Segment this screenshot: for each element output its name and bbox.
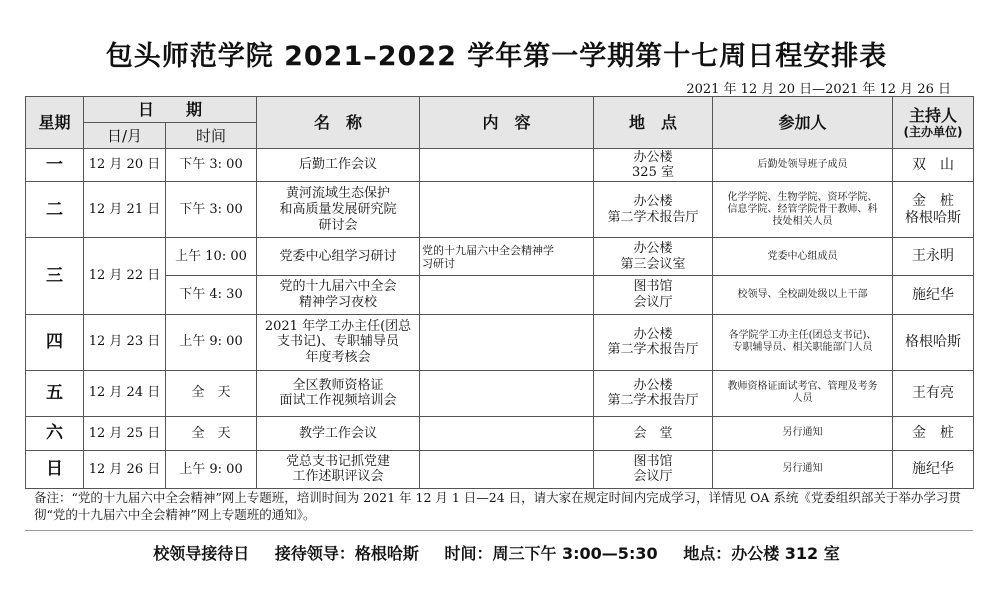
reception-label: 校领导接待日 [153, 544, 250, 563]
cell-participants: 另行通知 [713, 416, 893, 450]
cell-name: 党总支书记抓党建 工作述职评议会 [257, 450, 420, 488]
header-weekday: 星期 [26, 97, 84, 149]
cell-participants: 教师资格证面试考官、管理及考务 人员 [713, 370, 893, 416]
schedule-row [26, 314, 974, 370]
cell-date: 12 月 24 日 [84, 370, 166, 416]
cell-time: 上午 10: 00 [166, 238, 257, 276]
cell-weekday: 四 [26, 314, 84, 370]
header-name: 名 称 [257, 97, 420, 149]
cell-weekday: 六 [26, 416, 84, 450]
header-content: 内 容 [420, 97, 594, 149]
reception-place: 地点：办公楼 312 室 [683, 544, 840, 563]
cell-name: 后勤工作会议 [257, 149, 420, 182]
cell-location: 办公楼 第二学术报告厅 [594, 182, 713, 238]
cell-location: 办公楼 第三会议室 [594, 238, 713, 276]
schedule-row [26, 450, 974, 488]
cell-location: 图书馆 会议厅 [594, 276, 713, 314]
cell-date: 12 月 22 日 [84, 238, 166, 314]
cell-time: 下午 4: 30 [166, 276, 257, 314]
cell-date: 12 月 23 日 [84, 314, 166, 370]
cell-participants: 后勤处领导班子成员 [713, 149, 893, 182]
header-date-group: 日 期 [84, 97, 257, 123]
cell-name: 党的十九届六中全会 精神学习夜校 [257, 276, 420, 314]
cell-location: 办公楼 第二学术报告厅 [594, 370, 713, 416]
header-participants: 参加人 [713, 97, 893, 149]
cell-host: 格根哈斯 [893, 314, 974, 370]
header-time: 时间 [166, 123, 257, 149]
cell-name: 全区教师资格证 面试工作视频培训会 [257, 370, 420, 416]
cell-date: 12 月 20 日 [84, 149, 166, 182]
cell-participants: 各学院学工办主任(团总支书记)、 专职辅导员、相关职能部门人员 [713, 314, 893, 370]
schedule-row [26, 416, 974, 450]
cell-content [420, 370, 594, 416]
schedule-row [26, 276, 974, 314]
header-location: 地 点 [594, 97, 713, 149]
cell-weekday: 二 [26, 182, 84, 238]
cell-date: 12 月 26 日 [84, 450, 166, 488]
cell-weekday: 五 [26, 370, 84, 416]
schedule-row [26, 182, 974, 238]
cell-participants: 化学学院、生物学院、资环学院、 信息学院、经管学院骨干教师、科 技处相关人员 [713, 182, 893, 238]
cell-time: 全 天 [166, 370, 257, 416]
week-date-range: 2021 年 12 月 20 日—2021 年 12 月 26 日 [686, 82, 951, 97]
cell-content [420, 182, 594, 238]
cell-content [420, 416, 594, 450]
note-divider [25, 530, 973, 531]
header-month-day: 日/月 [84, 123, 166, 149]
cell-name: 2021 年学工办主任(团总 支书记)、专职辅导员 年度考核会 [257, 314, 420, 370]
cell-weekday: 一 [26, 149, 84, 182]
reception-leader: 接待领导：格根哈斯 [274, 544, 419, 563]
schedule-row [26, 370, 974, 416]
page-title: 包头师范学院 2021–2022 学年第一学期第十七周日程安排表 [105, 41, 888, 72]
cell-location: 办公楼 325 室 [594, 149, 713, 182]
cell-location: 图书馆 会议厅 [594, 450, 713, 488]
cell-time: 上午 9: 00 [166, 314, 257, 370]
cell-location: 会 堂 [594, 416, 713, 450]
cell-time: 全 天 [166, 416, 257, 450]
cell-host: 王有亮 [893, 370, 974, 416]
cell-content [420, 314, 594, 370]
cell-date: 12 月 21 日 [84, 182, 166, 238]
reception-line [0, 541, 993, 564]
cell-time: 下午 3: 00 [166, 182, 257, 238]
cell-participants: 校领导、全校副处级以上干部 [713, 276, 893, 314]
cell-host: 施纪华 [893, 276, 974, 314]
schedule-row [26, 238, 974, 276]
cell-host: 施纪华 [893, 450, 974, 488]
cell-host: 王永明 [893, 238, 974, 276]
cell-location: 办公楼 第二学术报告厅 [594, 314, 713, 370]
schedule-row [26, 149, 974, 182]
header-host [893, 97, 974, 149]
cell-date: 12 月 25 日 [84, 416, 166, 450]
cell-name: 黄河流域生态保护 和高质量发展研究院 研讨会 [257, 182, 420, 238]
cell-time: 上午 9: 00 [166, 450, 257, 488]
cell-participants: 另行通知 [713, 450, 893, 488]
cell-host: 金 桩 [893, 416, 974, 450]
cell-content [420, 450, 594, 488]
cell-host: 金 桩 格根哈斯 [893, 182, 974, 238]
cell-weekday: 三 [26, 238, 84, 314]
cell-name: 党委中心组学习研讨 [257, 238, 420, 276]
cell-content [420, 276, 594, 314]
note-text: 备注：“党的十九届六中全会精神”网上专题班，培训时间为 2021 年 12 月 1 日—24 日，请大家在规定时间内完成学习，详情见 OA 系统《党委组织部关于举办学习贯彻“党的十九届六中全会精神”网上专题班的通知》。 [34, 490, 961, 522]
schedule-table [25, 96, 974, 489]
cell-host: 双 山 [893, 149, 974, 182]
header-host-label: 主持人 [909, 105, 958, 125]
cell-name: 教学工作会议 [257, 416, 420, 450]
cell-participants: 党委中心组成员 [713, 238, 893, 276]
header-host-unit: (主办单位) [903, 124, 963, 139]
cell-content [420, 149, 594, 182]
reception-time: 时间：周三下午 3:00—5:30 [444, 544, 658, 563]
cell-weekday: 日 [26, 450, 84, 488]
cell-time: 下午 3: 00 [166, 149, 257, 182]
cell-content: 党的十九届六中全会精神学 习研讨 [420, 238, 594, 276]
